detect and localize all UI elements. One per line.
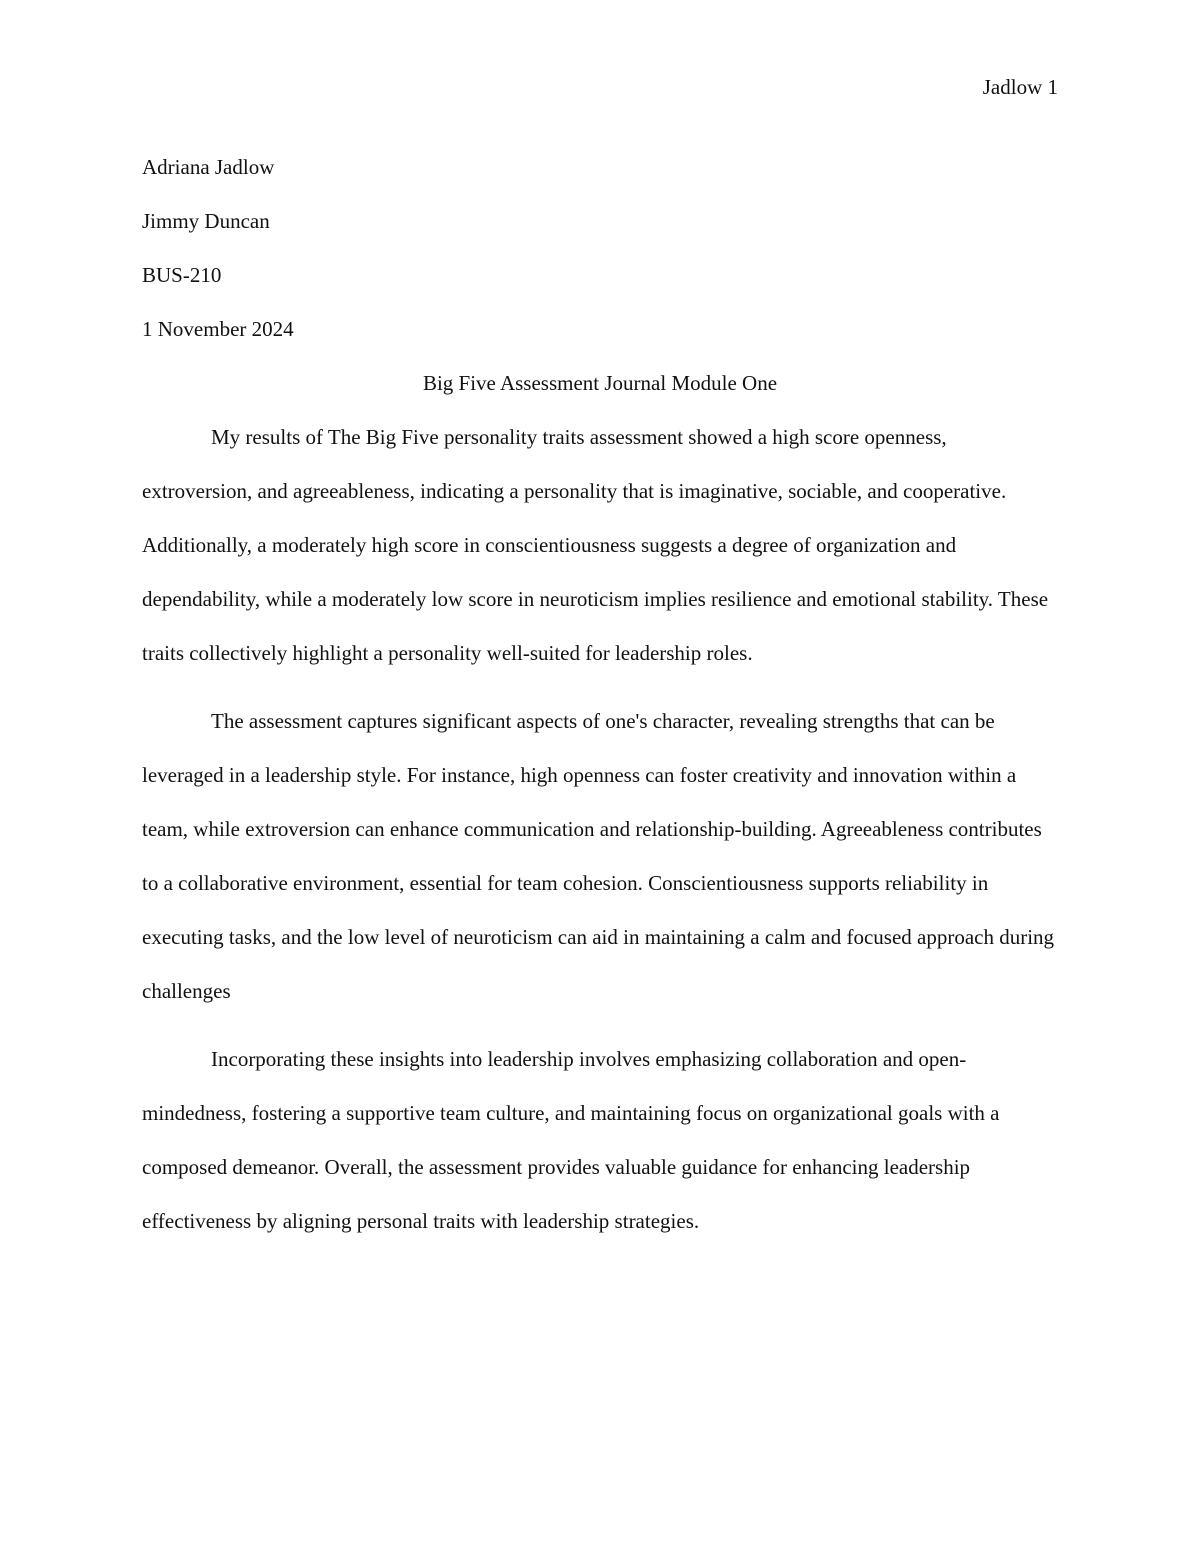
running-head-page-number: Jadlow 1 — [982, 75, 1058, 99]
document-body — [142, 140, 1058, 1248]
document-title: Big Five Assessment Journal Module One — [422, 371, 778, 395]
paragraph-results: My results of The Big Five personality traits assessment showed a high score openness, extroversion, and agreeableness, indicating a personality that is imaginative, sociable, and cooperative. Additionally, a moderately high score in conscientiousness suggests a degree of organization and dependability, while a moderately low score in neuroticism implies resilience and emotional stability. These traits collectively highlight a personality well-suited for leadership roles. — [142, 425, 1049, 665]
course-code: BUS-210 — [142, 263, 222, 287]
paragraph-strengths: The assessment captures significant aspects of one's character, revealing strengths that can be leveraged in a leadership style. For instance, high openness can foster creativity and innovation within a team, while extroversion can enhance communication and relationship-building. Agreeableness contributes to a collaborative environment, essential for team cohesion. Conscientiousness supports reliability in executing tasks, and the low level of neuroticism can aid in maintaining a calm and focused approach during challenges — [142, 709, 1055, 1003]
submission-date: 1 November 2024 — [142, 317, 294, 341]
student-name: Adriana Jadlow — [142, 155, 275, 179]
instructor-name: Jimmy Duncan — [142, 209, 270, 233]
paragraph-leadership: Incorporating these insights into leadership involves emphasizing collaboration and open-mindedness, fostering a supportive team culture, and maintaining focus on organizational goals with a composed demeanor. Overall, the assessment provides valuable guidance for enhancing leadership effectiveness by aligning personal traits with leadership strategies. — [142, 1047, 1000, 1233]
